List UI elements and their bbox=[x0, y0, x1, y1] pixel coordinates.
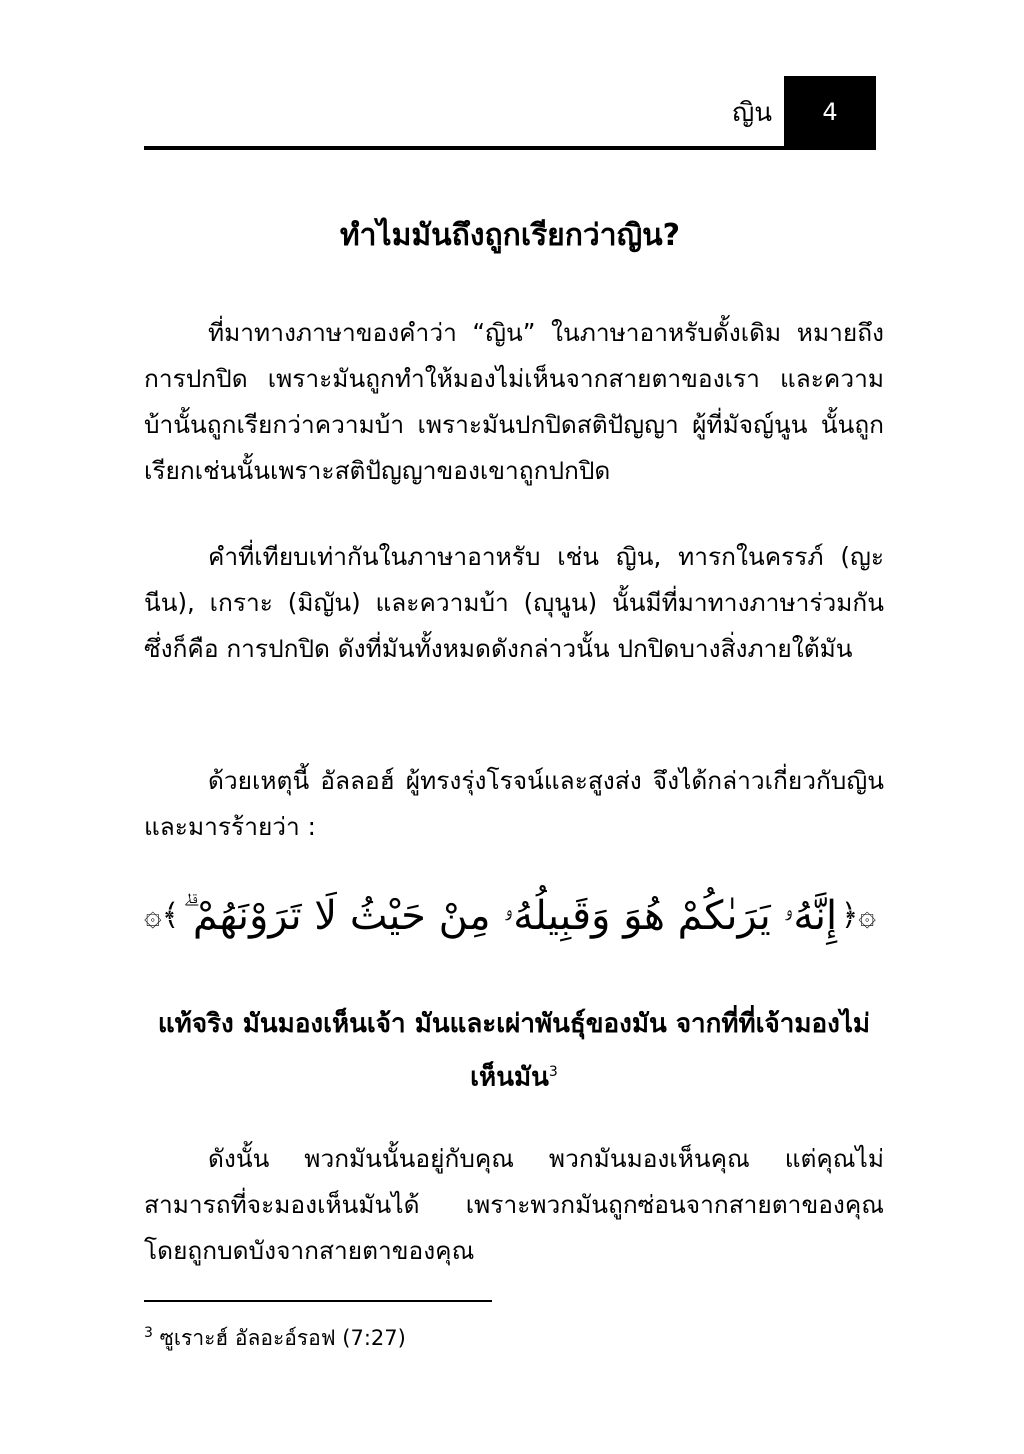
page-number-box bbox=[784, 76, 876, 148]
paragraph-intro-verse: ด้วยเหตุนี้ อัลลอฮ์ ผู้ทรงรุ่งโรจน์และสูงส่ง จึงได้กล่าวเกี่ยวกับญินและมารร้ายว่า : bbox=[144, 766, 884, 841]
close-bracket-icon: ﴾ bbox=[161, 898, 180, 933]
open-bracket-icon: ﴿ bbox=[840, 898, 859, 933]
footnote-reference[interactable]: 3 bbox=[548, 1064, 558, 1080]
running-header-title: ญิน bbox=[732, 98, 772, 128]
paragraph-equivalents: คำที่เทียบเท่ากันในภาษาอาหรับ เช่น ญิน, ทารกในครรภ์ (ญะนีน), เกราะ (มิญัน) และความบ้า (ญุนูน) นั้นมีที่มาทางภาษาร่วมกัน ซึ่งก็คือ การปกปิด ดังที่มันทั้งหมดดังกล่าวนั้น ปกปิดบางสิ่งภายใต้มัน bbox=[144, 542, 884, 663]
verse-translation-text: แท้จริง มันมองเห็นเจ้า มันและเผ่าพันธุ์ของมัน จากที่ที่เจ้ามองไม่เห็นมัน bbox=[157, 1009, 871, 1093]
quran-verse bbox=[144, 880, 876, 952]
verse-ornament-left bbox=[144, 896, 179, 936]
verse-ornament-right bbox=[841, 896, 876, 936]
footnote-rule bbox=[144, 1300, 492, 1302]
page-number: 4 bbox=[822, 98, 838, 126]
ornament-icon: ۞ bbox=[858, 898, 876, 933]
paragraph-closing: ดังนั้น พวกมันนั้นอยู่กับคุณ พวกมันมองเห็นคุณ แต่คุณไม่สามารถที่จะมองเห็นมันได้ เพราะพวกมันถูกซ่อนจากสายตาของคุณ โดยถูกบดบังจากสายตาของคุณ bbox=[144, 1144, 884, 1265]
header-rule bbox=[144, 146, 876, 150]
paragraph-etymology: ที่มาทางภาษาของคำว่า “ญิน” ในภาษาอาหรับดั้งเดิม หมายถึง การปกปิด เพราะมันถูกทำให้มองไม่เห็นจากสายตาของเรา และความบ้านั้นถูกเรียกว่าความบ้า เพราะมันปกปิดสติปัญญา ผู้ที่มัจญ์นูน นั้นถูกเรียกเช่นนั้นเพราะสติปัญญาของเขาถูกปกปิด bbox=[144, 318, 884, 485]
ornament-icon: ۞ bbox=[144, 898, 162, 933]
footnote bbox=[144, 1318, 406, 1353]
footnote-text: ซูเราะฮ์ อัลอะอ์รอฟ (7:27) bbox=[159, 1326, 406, 1350]
verse-translation bbox=[144, 1000, 884, 1102]
section-heading: ทำไมมันถึงถูกเรียกว่าญิน? bbox=[339, 218, 681, 253]
quran-verse-text: إِنَّهُۥ يَرَىٰكُمْ هُوَ وَقَبِيلُهُۥ مِنْ حَيْثُ لَا تَرَوْنَهُمْ ۗ bbox=[182, 893, 838, 939]
footnote-number: 3 bbox=[144, 1325, 153, 1341]
